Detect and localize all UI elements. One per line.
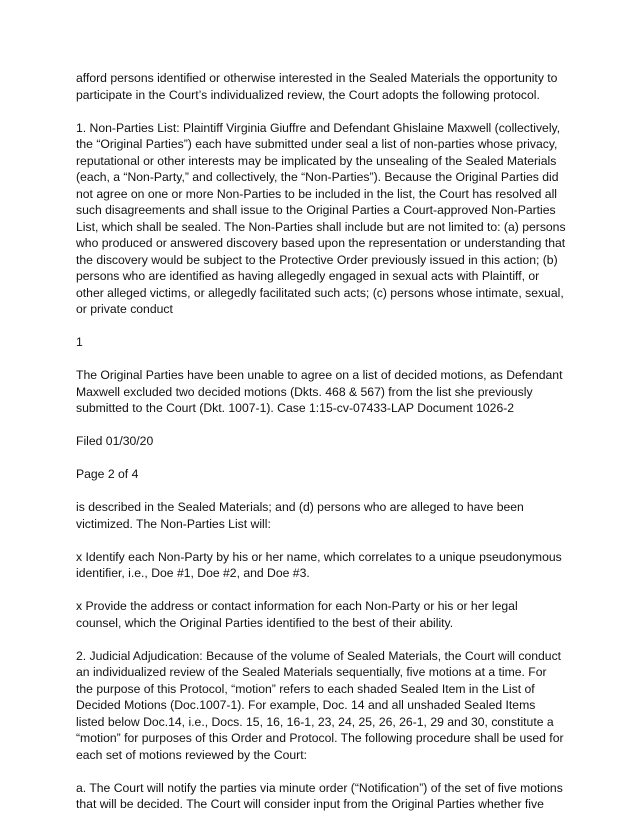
page-number: Page 2 of 4 bbox=[76, 467, 139, 481]
paragraph-non-parties-list: 1. Non-Parties List: Plaintiff Virginia Giuffre and Defendant Ghislaine Maxwell (collectively, the “Original Parties”) each have submitted under seal a list of non-parties whose privacy, reputational or other interests may be implicated by the unsealing of the Sealed Materials (each, a “Non-Party,” and collectively, the “Non-Parties”). Because the Original Parties did not agree on one or more Non-Parties to be included in the list, the Court has resolved all such disagreements and shall issue to the Original Parties a Court-approved Non-Parties List, which shall be sealed. The Non-Parties shall include but are not limited to: (a) persons who produced or answered discovery based upon the representation or understanding that the discovery would be subject to the Protective Order previously issued in this action; (b) persons who are identified as having allegedly engaged in sexual acts with Plaintiff, or other alleged victims, or allegedly facilitated such acts; (c) persons whose intimate, sexual, or private conduct bbox=[76, 120, 566, 316]
bullet-provide-address: x Provide the address or contact information for each Non-Party or his or her legal counsel, which the Original Parties identified to the best of their ability. bbox=[76, 599, 518, 630]
paragraph-intro: afford persons identified or otherwise interested in the Sealed Materials the opportunity to participate in the Court’s individualized review, the Court adopts the following protocol. bbox=[76, 71, 558, 102]
footnote-number: 1 bbox=[76, 335, 83, 349]
paragraph-notification: a. The Court will notify the parties via minute order (“Notification”) of the set of five motions that will be decided. The Court will consider input from the Original Parties whether five bbox=[76, 780, 563, 811]
document-page bbox=[76, 70, 566, 829]
paragraph-judicial-adjudication: 2. Judicial Adjudication: Because of the volume of Sealed Materials, the Court will conduct an individualized review of the Sealed Materials sequentially, five motions at a time. For the purpose of this Protocol, “motion” refers to each shaded Sealed Item in the List of Decided Motions (Doc.1007-1). For example, Doc. 14 and all unshaded Sealed Items listed below Doc.14, i.e., Docs. 15, 16, 16-1, 23, 24, 25, 26, 26-1, 29 and 30, constitute a “motion” for purposes of this Order and Protocol. The following procedure shall be used for each set of motions reviewed by the Court: bbox=[76, 648, 564, 762]
footnote-text: The Original Parties have been unable to agree on a list of decided motions, as Defendant Maxwell excluded two decided motions (Dkts. 468 & 567) from the list she previously submitted to the Court (Dkt. 1007-1). Case 1:15-cv-07433-LAP Document 1026-2 bbox=[76, 368, 563, 415]
paragraph-continuation: is described in the Sealed Materials; and (d) persons who are alleged to have been victimized. The Non-Parties List will: bbox=[76, 500, 524, 531]
bullet-identify: x Identify each Non-Party by his or her name, which correlates to a unique pseudonymous identifier, i.e., Doe #1, Doe #2, and Doe #3. bbox=[76, 549, 562, 580]
filed-date: Filed 01/30/20 bbox=[76, 434, 154, 448]
